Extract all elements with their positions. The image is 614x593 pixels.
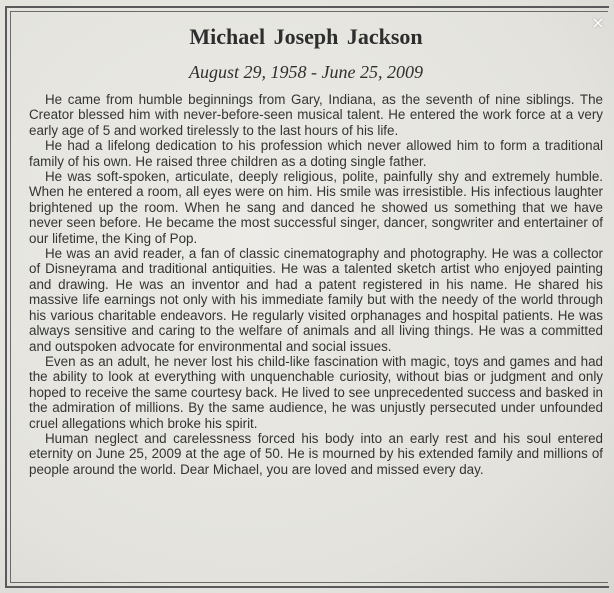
obituary-title: Michael Joseph Jackson <box>189 24 423 49</box>
close-icon[interactable]: × <box>591 13 605 32</box>
paragraph: He was soft-spoken, articulate, deeply religious, polite, painfully shy and extremely humble. When he entered a room, all eyes were on him. His smile was irresistible. His infectious laughter brightened up the room. When he sang and danced he showed us something that we have never seen before. He became the most successful singer, dancer, songwriter and entertainer of our lifetime, the King of Pop. <box>29 169 603 246</box>
obituary-body <box>29 92 603 477</box>
paragraph: Human neglect and carelessness forced his body into an early rest and his soul entered eternity on June 25, 2009 at the age of 50. He is mourned by his extended family and millions of people around the world. Dear Michael, you are loved and missed every day. <box>29 430 603 477</box>
paragraph: Even as an adult, he never lost his child-like fascination with magic, toys and games and had the ability to look at everything with unquenchable curiosity, without bias or judgment and only hoped to receive the same courtesy back. He lived to see unprecedented success and basked in the admiration of millions. By the same audience, he was unjustly persecuted under unfounded cruel allegations which broke his spirit. <box>29 353 603 431</box>
paragraph: He was an avid reader, a fan of classic cinematography and photography. He was a collector of Disneyrama and traditional antiquities. He was a talented sketch artist who enjoyed painting and drawing. He was an inventor and had a patent registered in his name. He shared his massive life earnings not only with his immediate family but with the needy of the world through his various charitable endeavors. He regularly visited orphanages and hospital patients. He was always sensitive and caring to the welfare of animals and all living things. He was a committed and outspoken advocate for environmental and social issues. <box>29 246 603 354</box>
paragraph: He came from humble beginnings from Gary, Indiana, as the seventh of nine siblings. The Creator blessed him with never-before-seen musical talent. He entered the work force at a very early age of 5 and worked tirelessly to the last hours of his life. <box>29 92 603 138</box>
obituary-dates: August 29, 1958 - June 25, 2009 <box>189 62 423 82</box>
paragraph: He had a lifelong dedication to his profession which never allowed him to form a traditional family of his own. He raised three children as a doting single father. <box>29 138 603 169</box>
